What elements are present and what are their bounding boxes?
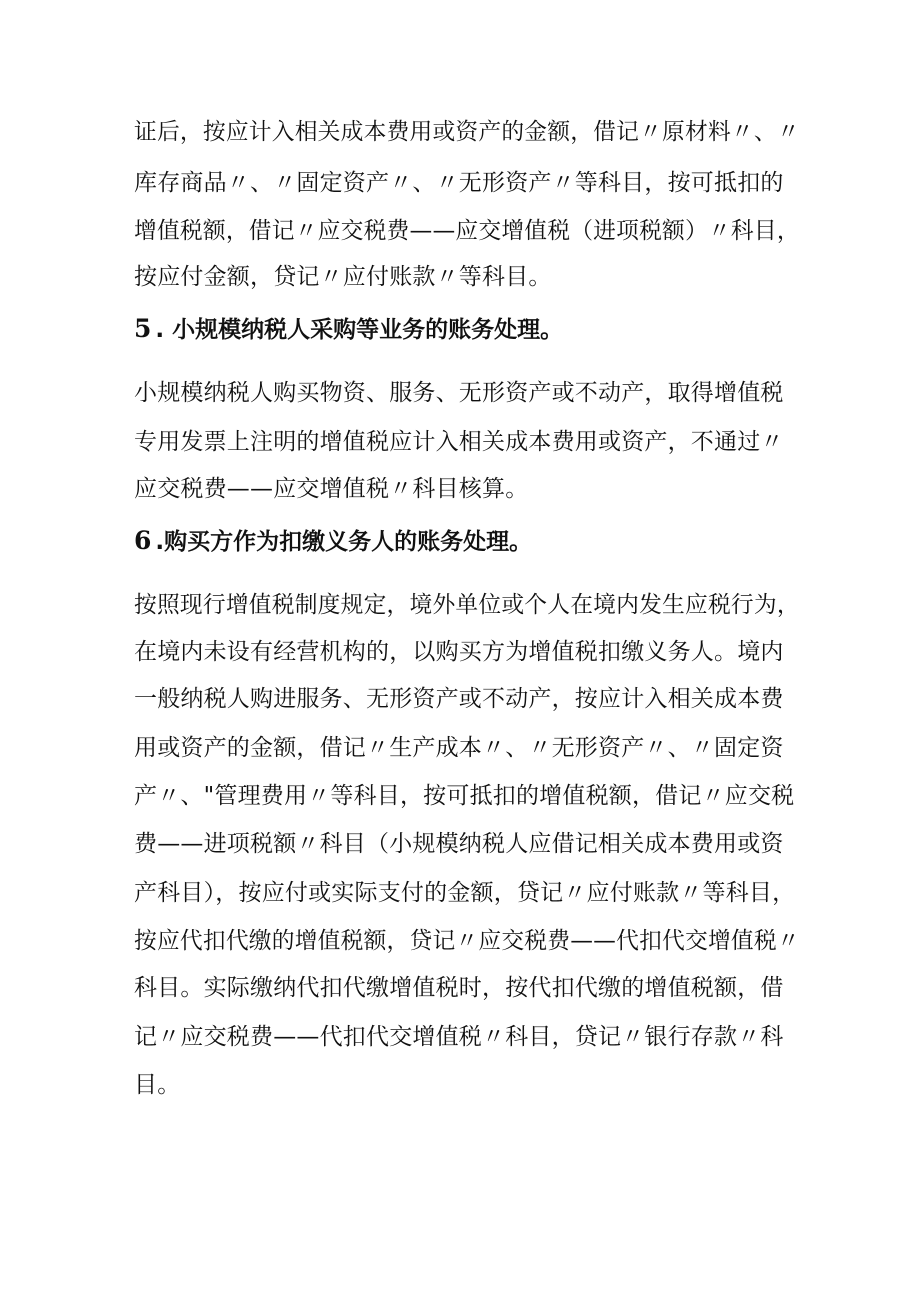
section-number: 6 (134, 526, 152, 555)
paragraph-1-line-4: 按应付金额，贷记〃应付账款〃等科目。 (134, 264, 552, 290)
section-number: 5 (134, 314, 152, 343)
paragraph-2-line-3: 应交税费——应交增值税〃科目核算。 (134, 476, 529, 502)
paragraph-3-line-3: 一般纳税人购进服务、无形资产或不动产，按应计入相关成本费 (134, 686, 784, 712)
paragraph-1-line-1: 证后，按应计入相关成本费用或资产的金额，借记〃原材料〃、〃 (134, 119, 800, 145)
paragraph-3-line-1: 按照现行增值税制度规定，境外单位或个人在境内发生应税行为， (134, 592, 800, 618)
paragraph-2-line-2: 专用发票上注明的增值税应计入相关成本费用或资产，不通过〃 (134, 429, 784, 455)
paragraph-3-line-5: 产〃、"管理费用〃等科目，按可抵扣的增值税额，借记〃应交税 (134, 783, 795, 809)
paragraph-3-line-10: 记〃应交税费——代扣代交增值税〃科目，贷记〃银行存款〃科 (134, 1024, 784, 1050)
paragraph-3-line-7: 产科目），按应付或实际支付的金额，贷记〃应付账款〃等科目， (134, 880, 796, 906)
paragraph-3-line-8: 按应代扣代缴的增值税额，贷记〃应交税费——代扣代交增值税〃 (134, 928, 800, 954)
paragraph-3-line-4: 用或资产的金额，借记〃生产成本〃、〃无形资产〃、〃固定资 (134, 735, 784, 761)
paragraph-1-line-3: 增值税额，借记〃应交税费——应交增值税（进项税额）〃科目， (134, 218, 800, 244)
paragraph-3-line-6: 费——进项税额〃科目（小规模纳税人应借记相关成本费用或资 (134, 831, 784, 857)
paragraph-3-line-11: 目。 (134, 1072, 181, 1098)
paragraph-1-line-2: 库存商品〃、〃固定资产〃、〃无形资产〃等科目，按可抵扣的 (134, 170, 784, 196)
paragraph-3-line-2: 在境内未设有经营机构的，以购买方为增值税扣缴义务人。境内 (134, 639, 784, 665)
section-heading-5 (134, 314, 563, 345)
paragraph-3-line-9: 科目。实际缴纳代扣代缴增值税时，按代扣代缴的增值税额，借 (134, 975, 784, 1001)
section-heading-text: . 小规模纳税人采购等业务的账务处理。 (155, 317, 564, 343)
section-heading-6 (134, 526, 532, 557)
paragraph-2-line-1: 小规模纳税人购买物资、服务、无形资产或不动产，取得增值税 (134, 380, 784, 406)
section-heading-text: .购买方作为扣缴义务人的账务处理。 (155, 529, 533, 555)
